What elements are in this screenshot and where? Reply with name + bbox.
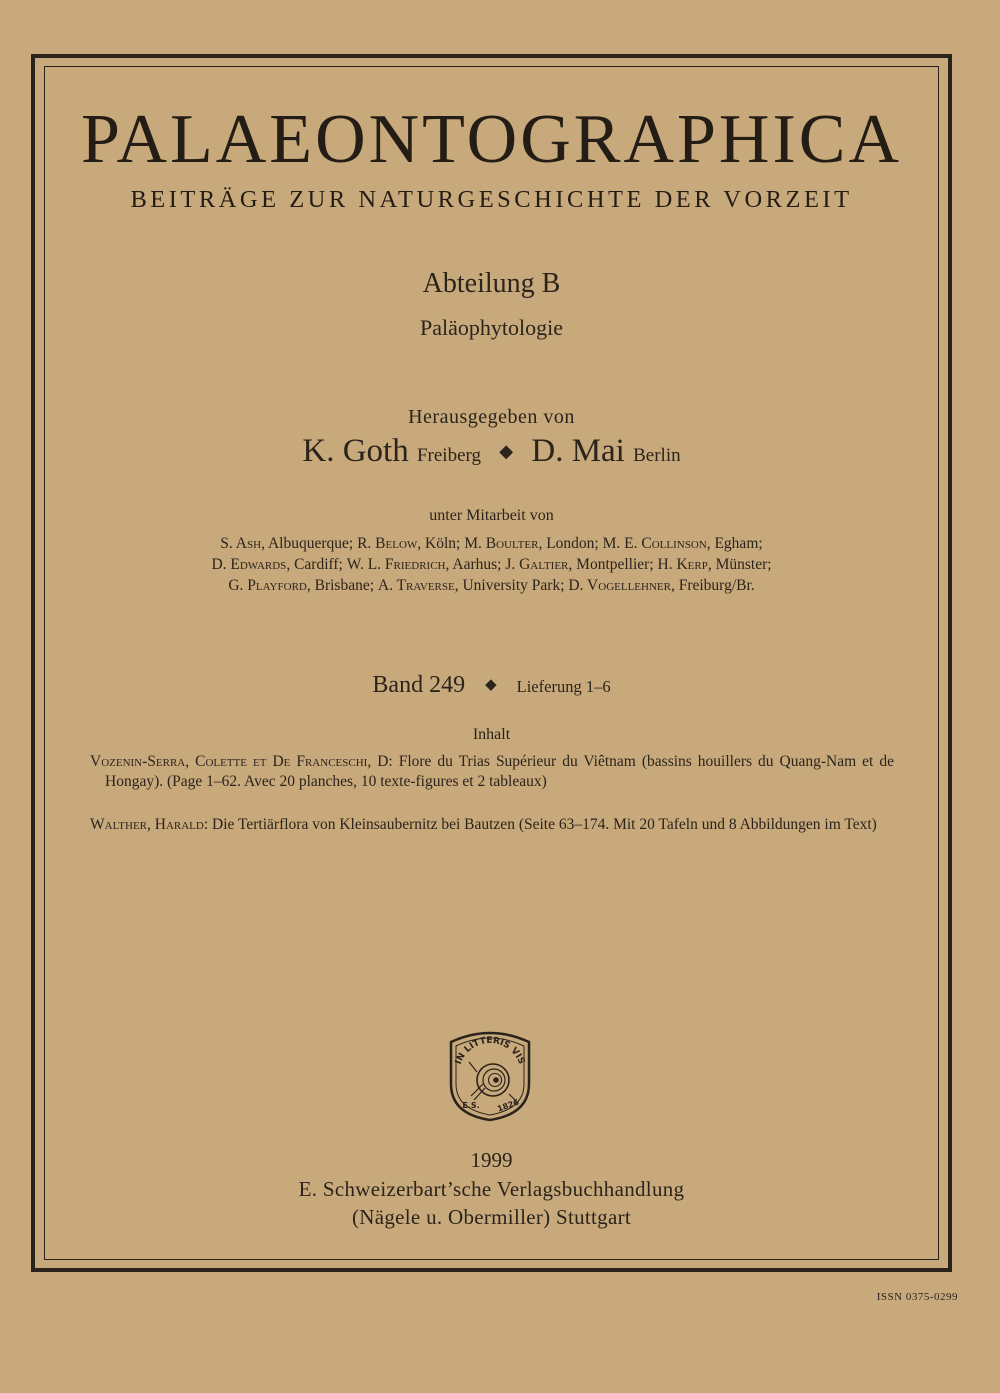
collaborator-place: , University Park; (454, 577, 569, 594)
contents-entry (90, 815, 894, 835)
collaborator-place: , Freiburg/Br. (670, 577, 755, 594)
collaborator-name: D. Vogellehner (568, 577, 671, 594)
journal-subtitle: BEITRÄGE ZUR NATURGESCHICHTE DER VORZEIT (130, 186, 853, 213)
imprint-city: (Nägele u. Obermiller) Stuttgart (351, 1205, 631, 1229)
volume-lieferung: Lieferung 1–6 (516, 677, 611, 696)
volume-band: Band 249 (372, 672, 466, 698)
collaborator-name: R. Below (357, 535, 418, 552)
collaborator-name: W. L. Friedrich (346, 556, 446, 573)
collaborators-list (44, 533, 939, 596)
collaborator-name: A. Traverse (377, 577, 455, 594)
editors-line (44, 433, 939, 470)
collaborator-name: G. Playford (228, 577, 307, 594)
imprint-publisher: E. Schweizerbart’sche Verlagsbuchhandlung (298, 1177, 685, 1201)
collaborator-name: H. Kerp (657, 556, 708, 573)
collaborator-place: , Montpellier; (568, 556, 658, 573)
entry-authors: Vozenin-Serra, Colette et De Franceschi, D (90, 753, 389, 770)
entry-text: : Flore du Trias Supérieur du Viêtnam (bassins houillers du Quang-Nam et de Hongay). (Page 1–62. Avec 20 planches, 10 texte-figures et 2 tableaux) (105, 753, 894, 790)
contents-entry (90, 752, 894, 792)
seal-initials: E.S. (462, 1101, 480, 1110)
contents-heading: Inhalt (472, 726, 511, 743)
editor2-city: Berlin (633, 445, 681, 466)
volume-line (44, 672, 939, 699)
imprint-year: 1999 (470, 1148, 513, 1172)
collaborators-line-2 (44, 554, 939, 575)
collaborator-name: J. Galtier (505, 556, 569, 573)
section-name: Abteilung B (422, 268, 561, 299)
seal-year: 1826 (496, 1097, 521, 1114)
collaborator-name: M. E. Collinson (602, 535, 707, 552)
diamond-separator-icon: ◆ (499, 441, 514, 461)
collaborator-place: , Albuquerque; (261, 535, 358, 552)
editors-heading: Herausgegeben von (408, 406, 575, 428)
entry-text: : Die Tertiärflora von Kleinsaubernitz bei Bautzen (Seite 63–174. Mit 20 Tafeln und 8 Abbildungen im Text) (203, 816, 877, 833)
section-topic: Paläophytologie (420, 315, 563, 340)
editor1-name: K. Goth (302, 433, 409, 469)
collaboration-heading: unter Mitarbeit von (429, 507, 554, 524)
collaborator-place: , Köln; (417, 535, 465, 552)
collaborator-name: S. Ash (220, 535, 262, 552)
collaborator-place: , London; (538, 535, 603, 552)
journal-title: PALAEONTOGRAPHICA (80, 101, 903, 178)
collaborators-line-1 (44, 533, 939, 554)
diamond-separator-icon: ◆ (485, 677, 497, 693)
collaborator-name: M. Boulter (464, 535, 539, 552)
collaborator-name: D. Edwards (211, 556, 287, 573)
collaborator-place: , Egham; (706, 535, 763, 552)
editor1-city: Freiberg (416, 445, 482, 466)
issn-number: ISSN 0375-0299 (876, 1291, 958, 1303)
collaborator-place: , Aarhus; (445, 556, 506, 573)
collaborator-place: , Münster; (707, 556, 772, 573)
entry-authors: Walther, Harald (90, 816, 204, 833)
seal-motto: IN LITTERIS VIS (453, 1035, 527, 1066)
collaborator-place: , Brisbane; (306, 577, 378, 594)
publisher-seal-icon (441, 1022, 539, 1122)
collaborator-place: , Cardiff; (286, 556, 347, 573)
collaborators-line-3 (44, 575, 939, 596)
editor2-name: D. Mai (531, 433, 625, 469)
